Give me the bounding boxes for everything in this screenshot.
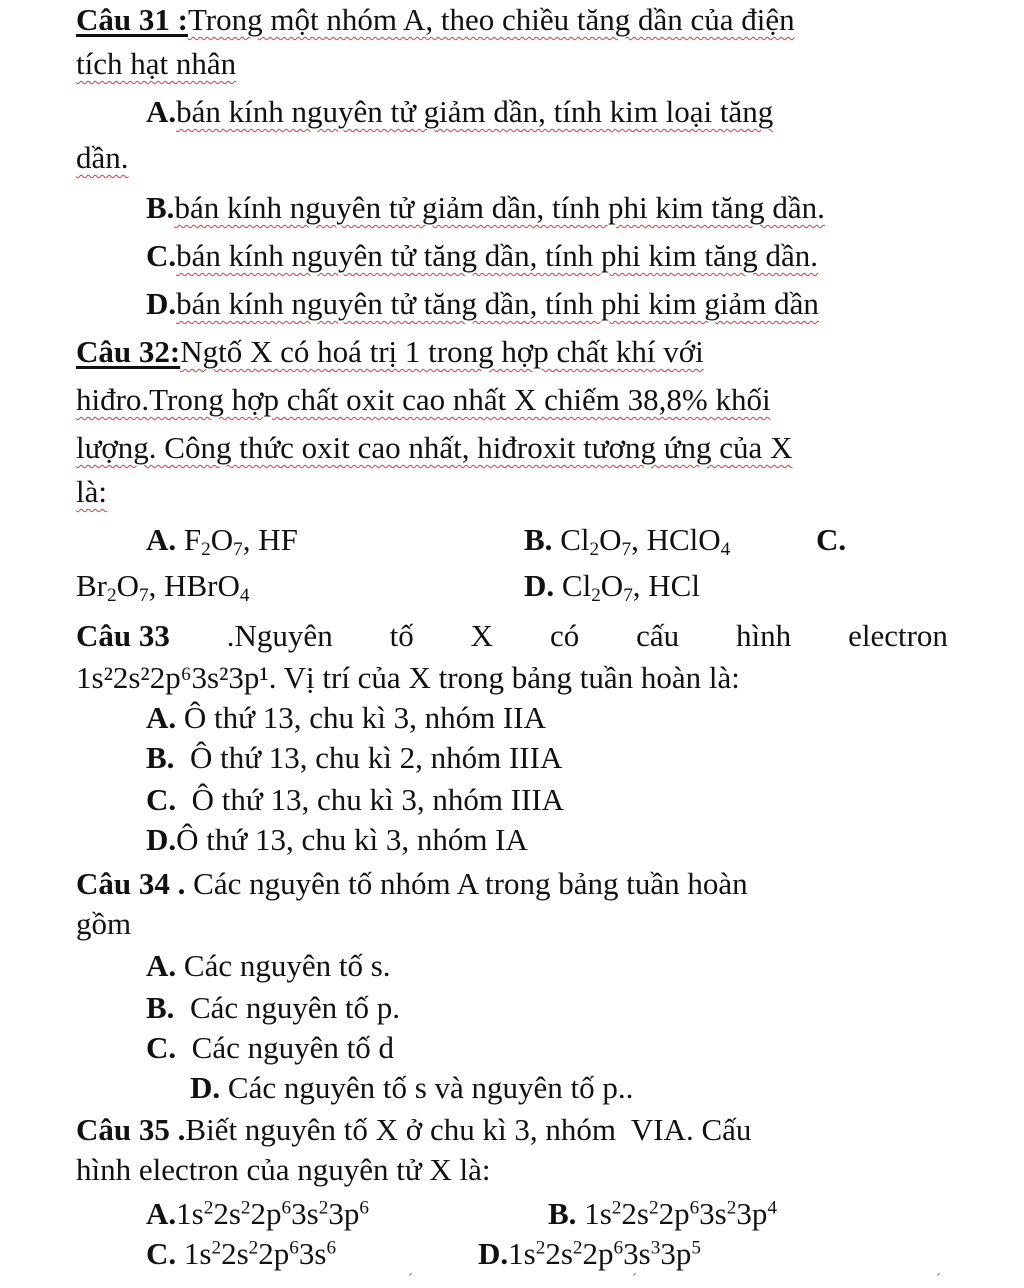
q31-stem-text-1: Trong một nhóm A, theo chiều tăng dần của điện xyxy=(187,2,795,37)
cut-off-mark-3: ´ xyxy=(936,1272,941,1287)
cut-off-mark-2: ´ xyxy=(632,1272,637,1287)
q35-option-d xyxy=(478,1234,701,1274)
q32-option-c-label: C. xyxy=(816,522,847,557)
q33-stem-line2 xyxy=(76,658,740,698)
q32-option-a-label: A. xyxy=(146,522,177,557)
cut-off-next-line xyxy=(0,1270,1024,1287)
q35-option-d-config: $1s^22s^22p^63s^33p^5$ xyxy=(508,1236,701,1271)
q32-stem-text-1: Ngtố X có hoá trị 1 trong hợp chất khí với xyxy=(180,334,704,369)
q33-option-b-label: B. xyxy=(146,740,175,775)
q34-option-d-label: D. xyxy=(190,1070,221,1105)
q35-option-b xyxy=(548,1194,777,1234)
q35-label: Câu 35 . xyxy=(76,1112,186,1147)
q33-option-a xyxy=(146,698,546,738)
q32-option-a-formula: $F_2O_7$, HF xyxy=(183,522,298,560)
q34-option-a-label: A. xyxy=(146,948,177,983)
q31-stem-line1 xyxy=(76,0,795,40)
q31-option-c-text: bán kính nguyên tử tăng dần, tính phi kim tăng dần. xyxy=(176,238,819,273)
q31-option-a-cont xyxy=(76,138,129,178)
q32-stem-line1 xyxy=(76,332,948,372)
q35-option-d-label: D. xyxy=(478,1236,509,1271)
q33-option-d xyxy=(146,820,528,860)
q35-stem-line2 xyxy=(76,1150,491,1190)
q33-option-c-label: C. xyxy=(146,782,177,817)
q33-option-b xyxy=(146,738,562,778)
q34-option-c-text: Các nguyên tố d xyxy=(176,1030,394,1065)
q35-option-c-config: $1s^22s^22p^63s^6$ xyxy=(183,1236,337,1271)
q34-option-b-label: B. xyxy=(146,990,175,1025)
q34-option-c-label: C. xyxy=(146,1030,177,1065)
q35-option-b-label: B. xyxy=(548,1196,577,1231)
q31-option-a-text-2: dần. xyxy=(76,140,129,175)
q32-option-d-formula: $Cl_2O_7$, HCl xyxy=(561,568,700,606)
q34-option-b-text: Các nguyên tố p. xyxy=(174,990,401,1025)
q33-label: Câu 33 xyxy=(76,618,170,653)
q34-label: Câu 34 . xyxy=(76,866,186,901)
q33-word-7: electron xyxy=(848,618,948,653)
q33-stem-rest: . Vị trí của X trong bảng tuần hoàn là: xyxy=(268,660,740,695)
q31-option-c-label: C. xyxy=(146,238,177,273)
q35-stem-text-2: hình electron của nguyên tử X là: xyxy=(76,1152,491,1187)
q32-stem-text-2: hiđro.Trong hợp chất oxit cao nhất X chiếm 38,8% khối xyxy=(76,382,771,417)
q33-option-d-label: D. xyxy=(146,822,177,857)
q35-stem-text-1: Biết nguyên tố X ở chu kì 3, nhóm VIA. Cấu xyxy=(185,1112,752,1147)
q34-stem-line1 xyxy=(76,864,748,904)
q33-option-a-label: A. xyxy=(146,700,177,735)
q32-option-c xyxy=(816,520,846,560)
q35-option-b-config: $1s^22s^22p^63s^23p^4$ xyxy=(584,1196,777,1231)
q31-stem-text-2: tích hạt nhân xyxy=(76,46,237,81)
q34-option-d-text: Các nguyên tố s và nguyên tố p.. xyxy=(220,1070,634,1105)
q32-option-b xyxy=(524,520,730,560)
q34-option-b xyxy=(146,988,400,1028)
q35-option-c xyxy=(146,1234,336,1274)
q33-word-6: hình xyxy=(736,618,792,653)
q31-option-d xyxy=(146,284,819,324)
q35-option-c-label: C. xyxy=(146,1236,177,1271)
q35-option-a xyxy=(146,1194,369,1234)
q33-word-4: có xyxy=(549,618,580,653)
q32-option-b-formula: $Cl_2O_7$, HClO$_4$ xyxy=(560,522,731,560)
q31-option-b-text: bán kính nguyên tử giảm dần, tính phi kim tăng dần. xyxy=(174,190,825,225)
q33-word-3: X xyxy=(470,618,494,653)
q33-stem-line1 xyxy=(76,616,948,656)
q35-option-a-label: A. xyxy=(146,1196,177,1231)
q33-word-1: .Nguyên xyxy=(226,618,333,653)
q32-stem-line2 xyxy=(76,380,771,420)
q33-option-d-text: Ô thứ 13, chu kì 3, nhóm IA xyxy=(176,822,528,857)
q31-option-d-label: D. xyxy=(146,286,177,321)
q31-option-b xyxy=(146,188,825,228)
q33-config: 1s²2s²2p⁶3s²3p¹ xyxy=(76,660,269,695)
q32-stem-line4 xyxy=(76,472,107,512)
q31-option-d-text: bán kính nguyên tử tăng dần, tính phi kim giảm dần xyxy=(176,286,819,321)
q32-stem-text-4: là: xyxy=(76,474,107,509)
q33-option-c-text: Ô thứ 13, chu kì 3, nhóm IIIA xyxy=(176,782,565,817)
q35-option-a-config: $1s^22s^22p^63s^23p^6$ xyxy=(176,1196,369,1231)
q32-option-d-label: D. xyxy=(524,568,555,603)
cut-off-mark-1: ´ xyxy=(408,1272,413,1287)
q33-word-5: cấu xyxy=(636,618,680,653)
q31-option-a-text: bán kính nguyên tử giảm dần, tính kim loại tăng xyxy=(176,94,774,129)
q34-option-d xyxy=(190,1068,633,1108)
q31-stem-line2 xyxy=(76,44,236,84)
q31-option-b-label: B. xyxy=(146,190,175,225)
q31-option-c xyxy=(146,236,818,276)
q34-option-c xyxy=(146,1028,394,1068)
q34-stem-line2 xyxy=(76,904,131,944)
q31-option-a xyxy=(146,92,773,132)
q33-option-b-text: Ô thứ 13, chu kì 2, nhóm IIIA xyxy=(174,740,563,775)
q33-word-2: tố xyxy=(389,618,414,653)
q32-option-d xyxy=(524,566,700,606)
q34-stem-text-1: Các nguyên tố nhóm A trong bảng tuần hoàn xyxy=(185,866,748,901)
q32-stem-text-3: lượng. Công thức oxit cao nhất, hiđroxit tương ứng của X xyxy=(76,430,793,465)
q35-stem-line1 xyxy=(76,1110,751,1150)
q33-option-c xyxy=(146,780,564,820)
q32-option-a xyxy=(146,520,298,560)
q32-stem-line3 xyxy=(76,428,792,468)
q34-option-a xyxy=(146,946,391,986)
q32-label: Câu 32: xyxy=(76,334,181,369)
q34-stem-text-2: gồm xyxy=(76,906,132,941)
q33-option-a-text: Ô thứ 13, chu kì 3, nhóm IIA xyxy=(176,700,546,735)
q31-option-a-label: A. xyxy=(146,94,177,129)
q31-label: Câu 31 : xyxy=(76,2,188,37)
q34-option-a-text: Các nguyên tố s. xyxy=(176,948,391,983)
q32-option-b-label: B. xyxy=(524,522,553,557)
q32-option-c-formula: $Br_2O_7$, HBrO$_4$ xyxy=(76,568,250,606)
